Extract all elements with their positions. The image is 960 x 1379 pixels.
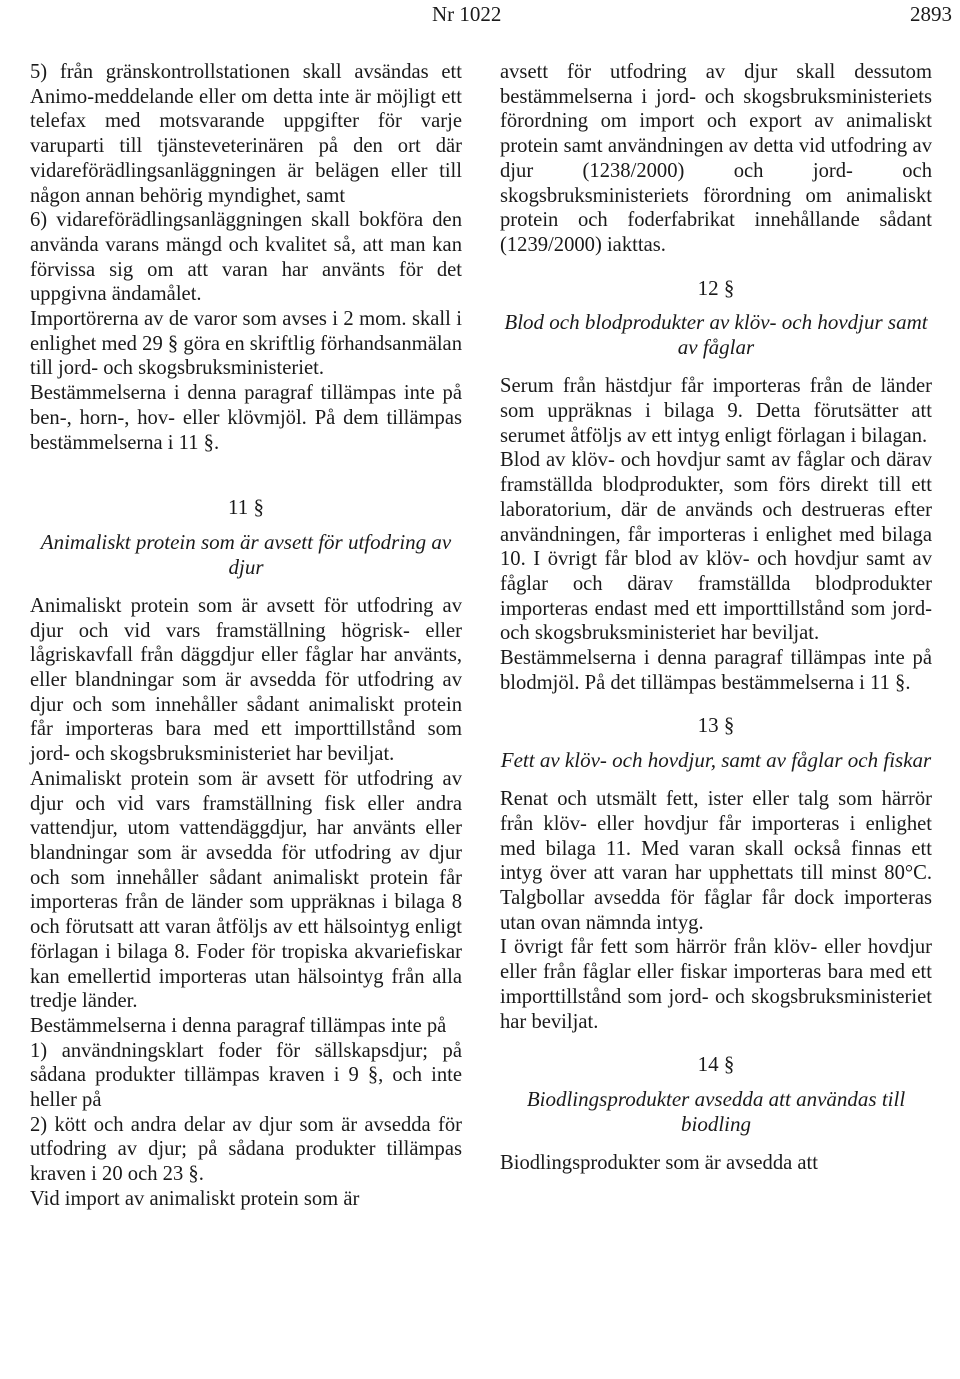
section-number: 13 § [697,713,735,738]
paragraph: Blod av klöv- och hovdjur samt av fåglar och därav framställda blodprodukter, som förs direkt till ett laboratorium, där de används och destrueras efter användningen, får importeras i enlighet med bilaga 10. I övrigt får blod av klöv- och hovdjur samt av fåglar och därav framställda blodprodukter importeras endast med ett importtillstånd som jord- och skogsbruksministeriet har beviljat. [500,449,932,645]
paragraph: 5) från gränskontrollstationen skall avsändas ett Animo-meddelande eller om detta inte är möjligt ett telefax med motsvarande uppgifter för varje varuparti till tjänsteveterinären på den ort där vidareförädlingsanläggningen är belägen eller till någon annan behörig myndighet, samt [30,61,462,207]
left-column [30,60,462,1212]
paragraph: Vid import av animaliskt protein som är [30,1187,360,1210]
page-header [0,0,960,34]
section-title: Blod och blodprodukter av klöv- och hovdjur samt av fåglar [504,310,928,360]
paragraph: Animaliskt protein som är avsett för utfodring av djur och vid vars framställning högrisk- eller lågriskavfall från däggdjur eller fåglar har använts, eller blandningar som är avsedda för utfodring av djur och som innehåller sådant animaliskt protein får importeras bara med ett importtillstånd som jord- och skogsbruksministeriet har beviljat. [30,594,462,766]
section-title: Biodlingsprodukter avsedda att användas till biodling [526,1086,906,1136]
paragraph: Bestämmelserna i denna paragraf tillämpas inte på [30,1014,447,1037]
section-title: Fett av klöv- och hovdjur, samt av fåglar och fiskar [500,748,932,773]
section-number: 11 § [228,495,264,520]
paragraph: Serum från hästdjur får importeras från de länder som uppräknas i bilaga 9. Detta förutsätter att serumet åtföljs av ett intyg enligt förlagan i bilagan. [500,375,932,447]
section-number: 14 § [697,1052,735,1077]
paragraph: avsett för utfodring av djur skall dessutom bestämmelserna i jord- och skogsbruksministeriets förordning om import och export av animaliskt protein samt användningen av detta vid utfodring av djur (1238/2000) och jord- och skogsbruksministeriets förordning om animaliskt protein och foderfabrikat innehållande sådant (1239/2000) iakttas. [500,61,932,256]
paragraph: Animaliskt protein som är avsett för utfodring av djur och vid vars framställning fisk eller andra vattendjur, utom vattendäggdjur, har använts eller blandningar som är avsedda för utfodring av djur och som innehåller sådant animaliskt protein får importeras från de länder som uppräknas i bilaga 8 och förutsatt att varan åtföljs av ett hälsointyg enligt förlagan i bilaga 8. Foder för tropiska akvariefiskar kan emellertid importeras utan hälsointyg från alla tredje länder. [30,767,462,1013]
paragraph: Importörerna av de varor som avses i 2 mom. skall i enlighet med 29 § göra en skriftlig förhandsanmälan till jord- och skogsbruksministeriet. [30,308,462,380]
paragraph: 1) användningsklart foder för sällskapsdjur; på sådana produkter tillämpas kraven i 9 §, och inte heller på [30,1039,462,1112]
paragraph: Bestämmelserna i denna paragraf tillämpas inte på blodmjöl. På det tillämpas bestämmelserna i 11 §. [500,647,932,694]
section-title: Animaliskt protein som är avsett för utfodring av djur [40,529,452,579]
paragraph: I övrigt får fett som härrör från klöv- eller hovdjur eller från fåglar eller fiskar importeras bara med ett importtillstånd som jord- och skogsbruksministeriet har beviljat. [500,936,932,1033]
paragraph: 2) kött och andra delar av djur som är avsedda för utfodring av djur; på sådana produkter tillämpas kraven i 20 och 23 §. [30,1113,462,1186]
section-number: 12 § [697,275,735,300]
paragraph: Bestämmelserna i denna paragraf tillämpas inte på ben-, horn-, hov- eller klövmjöl. På dem tillämpas bestämmelserna i 11 §. [30,382,462,454]
right-column [500,60,932,1176]
paragraph: Renat och utsmält fett, ister eller talg som härrör från klöv- eller hovdjur får importeras i enlighet med bilaga 11. Med varan skall också finnas ett intyg över att varan har upphettats till minst 80°C. Talgbollar avsedda för fåglar får dock importeras utan ovan nämnda intyg. [500,788,932,934]
document-number: Nr 1022 [432,2,502,26]
paragraph: 6) vidareförädlingsanläggningen skall bokföra den använda varans mängd och kvalitet så, att man kan förvissa sig om att varan har använts för det uppgivna ändamålet. [30,209,462,306]
page-number: 2893 [910,2,952,26]
paragraph: Biodlingsprodukter som är avsedda att [500,1151,818,1174]
